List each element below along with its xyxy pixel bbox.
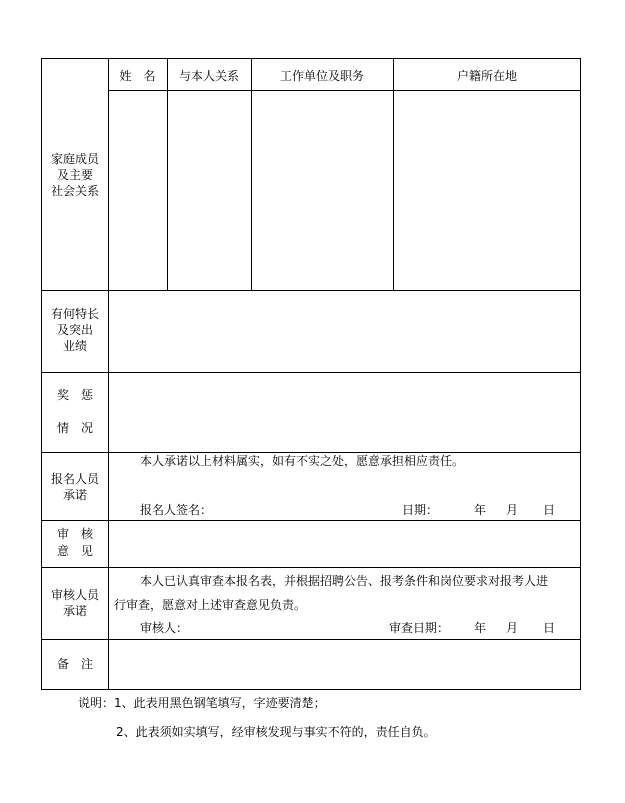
applicant-date-month: 月	[506, 503, 519, 517]
specialty-label: 有何特长 及突出 业绩	[50, 307, 99, 353]
family-label: 家庭成员 及主要 社会关系	[50, 152, 99, 198]
rule-label-column	[108, 59, 109, 690]
header-relation: 与本人关系	[178, 69, 239, 83]
rewards-label-line1: 奖 惩	[56, 388, 93, 402]
rule-review-bottom	[42, 567, 581, 568]
rule-name-column	[167, 59, 168, 290]
rule-specialty-bottom	[42, 372, 581, 373]
rule-relation-column	[251, 59, 252, 290]
reviewer-date-month: 月	[506, 621, 519, 635]
notes-line1: 说明：1、此表用黑色钢笔填写，字迹要清楚；	[78, 696, 326, 710]
review-label-line2: 意 见	[56, 544, 93, 558]
applicant-date-label: 日期：	[402, 503, 439, 517]
reviewer-date-year: 年	[474, 621, 487, 635]
notes-line2: 2、此表须如实填写，经审核发现与事实不符的，责任自负。	[116, 725, 436, 739]
remarks-label: 备 注	[56, 657, 93, 671]
header-name: 姓 名	[119, 69, 156, 83]
rule-reviewer-bottom	[42, 639, 581, 640]
applicant-pledge-label: 报名人员 承诺	[50, 472, 99, 502]
header-hukou: 户籍所在地	[456, 69, 517, 83]
reviewer-pledge-text-line2: 行审查，愿意对上述审查意见负责。	[114, 598, 307, 612]
applicant-date-year: 年	[474, 503, 487, 517]
reviewer-name-label: 审核人：	[140, 621, 189, 635]
reviewer-date-day: 日	[543, 621, 556, 635]
registration-form-table	[41, 58, 581, 690]
review-label-line1: 审 核	[56, 527, 93, 541]
rewards-label-line2: 情 况	[56, 421, 93, 435]
rule-header-bottom	[108, 90, 581, 91]
applicant-pledge-text: 本人承诺以上材料属实，如有不实之处，愿意承担相应责任。	[140, 454, 465, 468]
reviewer-date-label: 审查日期：	[389, 621, 450, 635]
applicant-date-day: 日	[543, 503, 556, 517]
reviewer-pledge-label: 审核人员 承诺	[50, 588, 99, 618]
reviewer-pledge-text-line1: 本人已认真审查本报名表，并根据招聘公告、报考条件和岗位要求对报考人进	[140, 574, 549, 588]
applicant-signature-label: 报名人签名：	[140, 503, 213, 517]
rule-family-bottom	[42, 290, 581, 291]
rule-applicant-bottom	[42, 520, 581, 521]
header-work: 工作单位及职务	[279, 69, 364, 83]
rule-work-column	[393, 59, 394, 290]
